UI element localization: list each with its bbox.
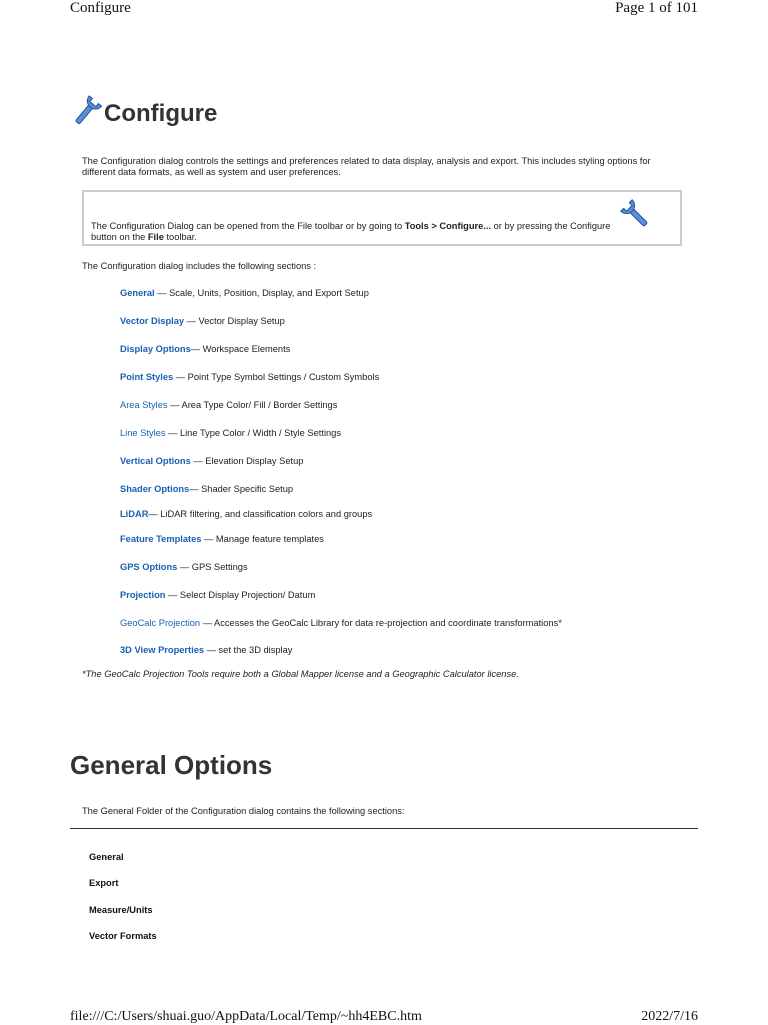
divider bbox=[70, 828, 698, 829]
list-item-desc: — Elevation Display Setup bbox=[190, 456, 304, 466]
subsection-general[interactable]: General bbox=[89, 852, 124, 862]
subsection-export[interactable]: Export bbox=[89, 878, 119, 888]
list-item-desc: — Point Type Symbol Settings / Custom Symbols bbox=[173, 372, 380, 382]
subsection-measure-units[interactable]: Measure/Units bbox=[89, 905, 153, 915]
list-item-desc: — Accesses the GeoCalc Library for data re-projection and coordinate transformations* bbox=[200, 618, 562, 628]
page-title bbox=[70, 94, 217, 128]
list-item bbox=[120, 618, 562, 628]
link-shader-options[interactable]: Shader Options bbox=[120, 484, 190, 494]
list-item-desc: — Select Display Projection/ Datum bbox=[165, 590, 316, 600]
link-3d-view-properties[interactable]: 3D View Properties bbox=[120, 645, 205, 655]
list-item bbox=[120, 484, 293, 494]
subsection-vector-formats[interactable]: Vector Formats bbox=[89, 931, 157, 941]
file-path: file:///C:/Users/shuai.guo/AppData/Local/Temp/~hh4EBC.htm bbox=[70, 1009, 422, 1024]
list-item bbox=[120, 562, 248, 572]
list-item bbox=[120, 316, 285, 326]
list-item bbox=[120, 344, 290, 354]
link-display-options[interactable]: Display Options bbox=[120, 344, 191, 354]
link-point-styles[interactable]: Point Styles bbox=[120, 372, 174, 382]
list-item-desc: — Line Type Color / Width / Style Settings bbox=[165, 428, 341, 438]
list-item-desc: — Manage feature templates bbox=[201, 534, 324, 544]
link-geocalc-projection[interactable]: GeoCalc Projection bbox=[120, 618, 201, 628]
page-number: Page 1 of 101 bbox=[615, 0, 698, 16]
list-item-desc: — Vector Display Setup bbox=[184, 316, 285, 326]
note-text-part: The Configuration Dialog can be opened from the File toolbar or by going to bbox=[91, 221, 405, 231]
wrench-icon bbox=[618, 199, 652, 229]
note-toolbar-name: File bbox=[147, 232, 164, 242]
section-heading: General Options bbox=[70, 750, 273, 780]
sections-lead: The Configuration dialog includes the following sections : bbox=[82, 261, 317, 271]
list-item-desc: — LiDAR filtering, and classification colors and groups bbox=[148, 509, 373, 519]
list-item-desc: — set the 3D display bbox=[204, 645, 293, 655]
list-item bbox=[120, 509, 372, 519]
note-menu-path: Tools > Configure... bbox=[404, 221, 492, 231]
general-intro: The General Folder of the Configuration dialog contains the following sections: bbox=[82, 806, 405, 816]
list-item bbox=[120, 645, 292, 655]
link-vector-display[interactable]: Vector Display bbox=[120, 316, 185, 326]
link-general[interactable]: General bbox=[120, 288, 155, 298]
list-item-desc: — Scale, Units, Position, Display, and Export Setup bbox=[154, 288, 369, 298]
wrench-icon bbox=[70, 94, 104, 128]
note-box bbox=[82, 190, 682, 246]
link-gps-options[interactable]: GPS Options bbox=[120, 562, 178, 572]
note-text-part: toolbar. bbox=[163, 232, 197, 242]
list-item-desc: — GPS Settings bbox=[177, 562, 248, 572]
list-item bbox=[120, 372, 379, 382]
link-feature-templates[interactable]: Feature Templates bbox=[120, 534, 202, 544]
link-area-styles[interactable]: Area Styles bbox=[120, 400, 168, 410]
link-vertical-options[interactable]: Vertical Options bbox=[120, 456, 191, 466]
list-item-desc: — Shader Specific Setup bbox=[189, 484, 294, 494]
list-item bbox=[120, 400, 337, 410]
note-text-part: or by pressing the Configure button on the bbox=[91, 221, 611, 242]
list-item bbox=[120, 288, 369, 298]
list-item bbox=[120, 428, 341, 438]
footnote: *The GeoCalc Projection Tools require both a Global Mapper license and a Geographic Calculator license. bbox=[82, 669, 519, 679]
intro-paragraph: The Configuration dialog controls the settings and preferences related to data display, analysis and export. This includes styling options for different data formats, as well as system and user preferences. bbox=[82, 156, 651, 177]
list-item bbox=[120, 534, 324, 544]
link-projection[interactable]: Projection bbox=[120, 590, 166, 600]
list-item-desc: — Area Type Color/ Fill / Border Settings bbox=[167, 400, 338, 410]
print-date: 2022/7/16 bbox=[641, 1009, 698, 1024]
page-header-title: Configure bbox=[70, 0, 131, 16]
note-text bbox=[91, 221, 631, 243]
page-title-text: Configure bbox=[104, 100, 218, 127]
list-item-desc: — Workspace Elements bbox=[190, 344, 291, 354]
list-item bbox=[120, 456, 303, 466]
link-line-styles[interactable]: Line Styles bbox=[120, 428, 166, 438]
link-lidar[interactable]: LiDAR bbox=[120, 509, 149, 519]
list-item bbox=[120, 590, 315, 600]
